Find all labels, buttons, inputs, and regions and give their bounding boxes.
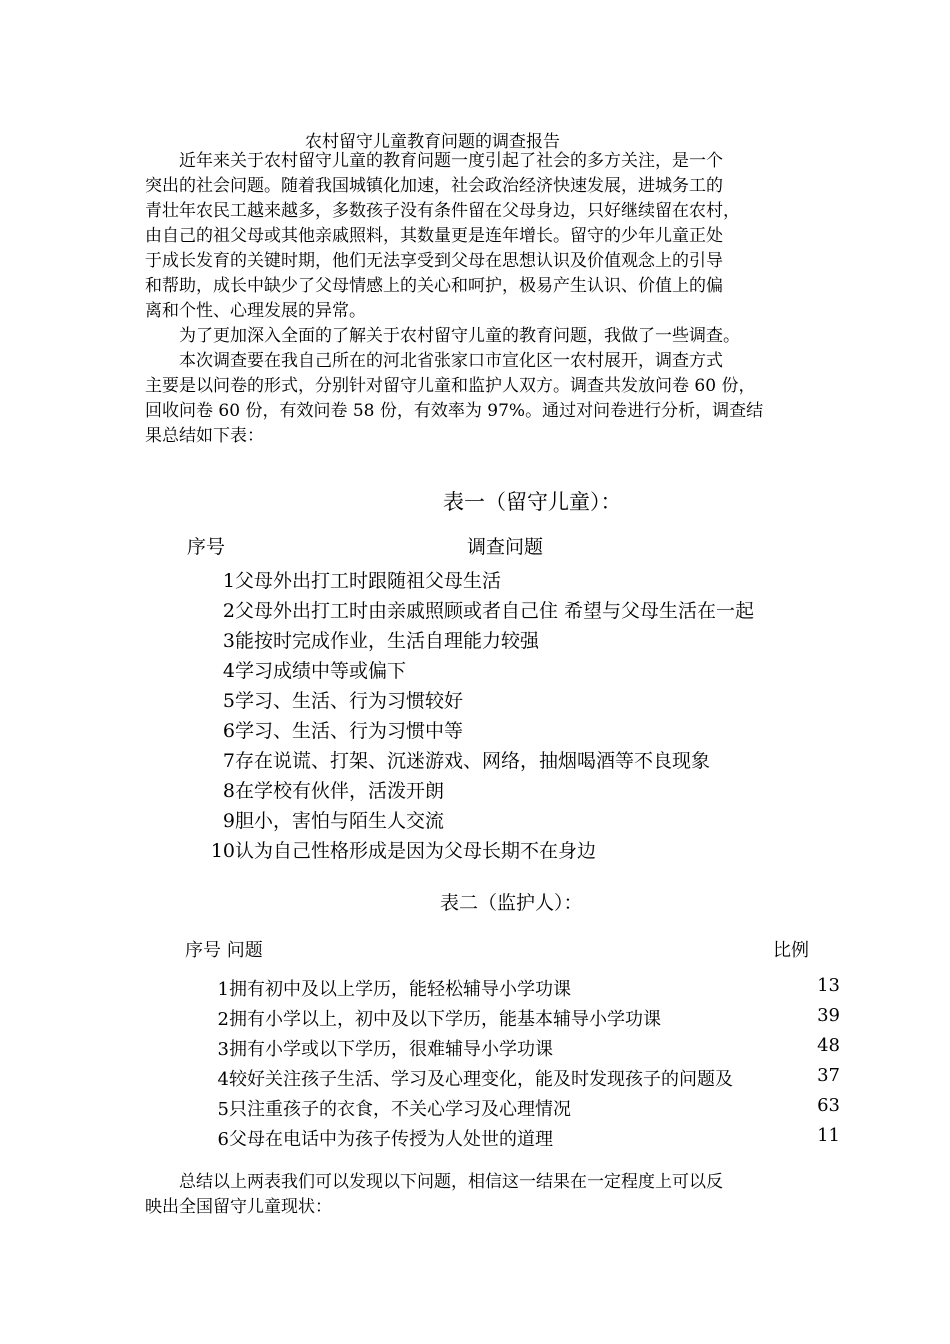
paragraph-line: 本次调查要在我自己所在的河北省张家口市宣化区一农村展开，调查方式: [179, 351, 723, 371]
row-number: 5: [217, 1099, 229, 1120]
row-ratio-value: 39: [817, 1005, 840, 1026]
paragraph-line: 果总结如下表：: [145, 426, 264, 446]
table2-row: [205, 975, 571, 1001]
row-number: 6: [217, 1129, 229, 1150]
row-text: 学习、生活、行为习惯中等: [235, 720, 464, 742]
table1-row: [205, 686, 815, 713]
row-text: 父母在电话中为孩子传授为人处世的道理: [229, 1129, 553, 1150]
table1-row: [205, 836, 815, 863]
row-number: 1: [217, 979, 229, 1000]
paragraph-line: 映出全国留守儿童现状：: [145, 1197, 332, 1217]
summary-paragraph: [145, 1170, 810, 1220]
row-ratio-value: 37: [817, 1065, 840, 1086]
table2-caption: 表二（监护人）：: [440, 892, 583, 914]
row-number: 3: [217, 1039, 229, 1060]
row-number: 2: [222, 600, 235, 622]
row-number: 10: [210, 840, 235, 862]
row-text: 学习成绩中等或偏下: [235, 660, 407, 682]
row-text: 存在说谎、打架、沉迷游戏、网络，抽烟喝酒等不良现象: [235, 750, 711, 772]
table1-row: [205, 596, 815, 623]
table1-caption: 表一（留守儿童）：: [443, 490, 622, 514]
row-number: 8: [222, 780, 235, 802]
table1-row: [205, 776, 815, 803]
row-number: 5: [222, 690, 235, 712]
paragraph-line: 由自己的祖父母或其他亲戚照料，其数量更是连年增长。留守的少年儿童正处: [145, 226, 723, 246]
paragraph-line: 主要是以问卷的形式，分别针对留守儿童和监护人双方。调查共发放问卷 60 份，: [145, 376, 756, 396]
table1-row: [205, 626, 815, 653]
table1-row: [205, 806, 815, 833]
row-text: 认为自己性格形成是因为父母长期不在身边: [235, 840, 597, 862]
paragraph-line: 回收问卷 60 份，有效问卷 58 份，有效率为 97%。通过对问卷进行分析，调查结: [145, 401, 764, 421]
table2-row: [205, 1065, 733, 1091]
intro-paragraph: [145, 149, 810, 449]
row-text: 胆小，害怕与陌生人交流: [235, 810, 445, 832]
paragraph-line: 和帮助，成长中缺少了父母情感上的关心和呵护，极易产生认识、价值上的偏: [145, 276, 723, 296]
row-text: 拥有小学或以下学历，很难辅导小学功课: [229, 1039, 553, 1060]
paragraph-line: 突出的社会问题。随着我国城镇化加速，社会政治经济快速发展，进城务工的: [145, 176, 723, 196]
row-number: 4: [222, 660, 235, 682]
row-number: 1: [222, 570, 235, 592]
table2-row: [205, 1095, 571, 1121]
row-number: 3: [222, 630, 235, 652]
row-number: 4: [217, 1069, 229, 1090]
row-number: 9: [222, 810, 235, 832]
row-ratio-value: 48: [817, 1035, 840, 1056]
row-number: 7: [222, 750, 235, 772]
table1-header-question: 调查问题: [467, 536, 544, 558]
table1-header-num: 序号: [187, 536, 226, 558]
table1-row: [205, 566, 815, 593]
table2-header-num-question: 序号 问题: [185, 940, 263, 961]
table1-row: [205, 716, 815, 743]
row-ratio-value: 11: [817, 1125, 840, 1146]
table1-row: [205, 746, 815, 773]
row-text: 在学校有伙伴，活泼开朗: [235, 780, 445, 802]
row-text: 拥有初中及以上学历，能轻松辅导小学功课: [229, 979, 571, 1000]
document-title: 农村留守儿童教育问题的调查报告: [305, 132, 560, 152]
table2-row: [205, 1035, 553, 1061]
paragraph-line: 于成长发育的关键时期，他们无法享受到父母在思想认识及价值观念上的引导: [145, 251, 723, 271]
paragraph-line: 青壮年农民工越来越多，多数孩子没有条件留在父母身边，只好继续留在农村，: [145, 201, 740, 221]
row-text: 较好关注孩子生活、学习及心理变化，能及时发现孩子的问题及: [229, 1069, 733, 1090]
paragraph-line: 总结以上两表我们可以发现以下问题，相信这一结果在一定程度上可以反: [179, 1172, 723, 1192]
row-text: 只注重孩子的衣食，不关心学习及心理情况: [229, 1099, 571, 1120]
table2-row: [205, 1125, 553, 1151]
row-text: 能按时完成作业，生活自理能力较强: [235, 630, 540, 652]
row-text: 父母外出打工时由亲戚照顾或者自己住 希望与父母生活在一起: [235, 600, 755, 622]
row-ratio-value: 13: [817, 975, 840, 996]
table2-header-ratio: 比例: [773, 940, 809, 961]
row-text: 父母外出打工时跟随祖父母生活: [235, 570, 502, 592]
row-text: 学习、生活、行为习惯较好: [235, 690, 464, 712]
paragraph-line: 近年来关于农村留守儿童的教育问题一度引起了社会的多方关注，是一个: [179, 151, 723, 171]
row-ratio-value: 63: [817, 1095, 840, 1116]
table1-row: [205, 656, 815, 683]
row-number: 6: [222, 720, 235, 742]
row-text: 拥有小学以上，初中及以下学历，能基本辅导小学功课: [229, 1009, 661, 1030]
table2-row: [205, 1005, 661, 1031]
paragraph-line: 为了更加深入全面的了解关于农村留守儿童的教育问题，我做了一些调查。: [179, 326, 740, 346]
paragraph-line: 离和个性、心理发展的异常。: [145, 301, 366, 321]
row-number: 2: [217, 1009, 229, 1030]
